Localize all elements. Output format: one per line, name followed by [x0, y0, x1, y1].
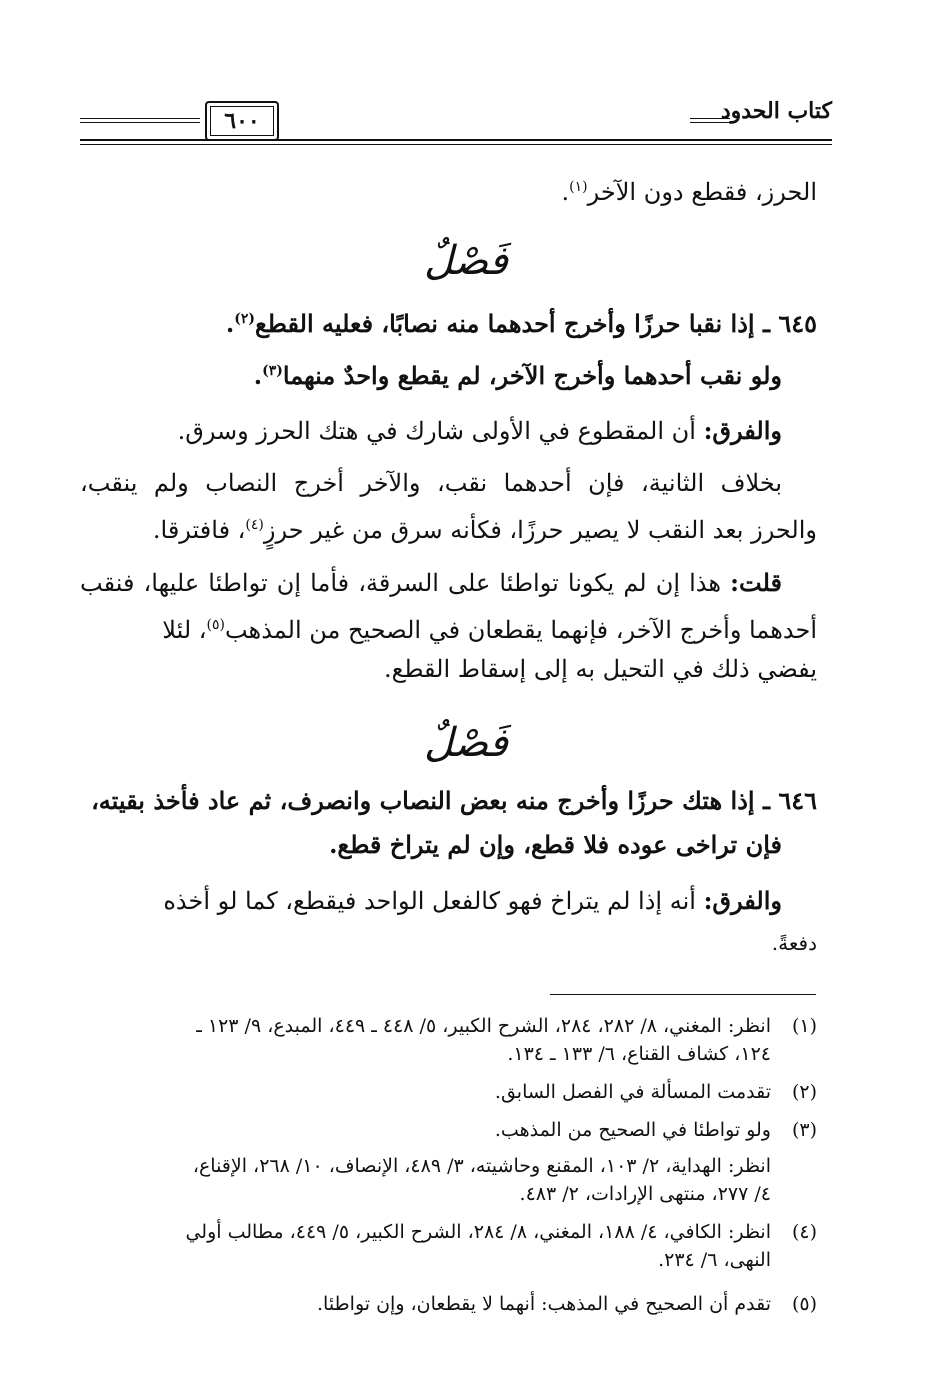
- issue-645: ٦٤٥ ـ إذا نقبا حرزًا وأخرج أحدهما منه نصابًا، فعليه القطع$^{(٢)}$.: [225, 309, 817, 338]
- footnote-separator: [550, 994, 816, 995]
- text-line: فإن تراخى عوده فلا قطع، وإن لم يتراخ قطع.: [329, 830, 782, 859]
- issue-645-case2: ولو نقب أحدهما وأخرج الآخر، لم يقطع واحدٌ منهما$^{(٣)}$.: [253, 361, 782, 390]
- footnote-3: (٣) ولو تواطئا في الصحيح من المذهب.: [494, 1119, 817, 1141]
- text-line: والحرز بعد النقب لا يصير حرزًا، فكأنه سرق من غير حرزٍ$^{(٤)}$، فافترقا.: [152, 516, 817, 544]
- text-line: أحدهما وأخرج الآخر، فإنهما يقطعان في الصحيح من المذهب$^{(٥)}$، لئلا: [162, 616, 817, 644]
- qult-line: قلت: هذا إن لم يكونا تواطئا على السرقة، فأما إن تواطئا عليها، فنقب: [80, 568, 782, 597]
- footnote-ref: (٢): [234, 311, 256, 327]
- header-rule: [80, 139, 832, 141]
- text-line: يفضي ذلك في التحيل به إلى إسقاط القطع.: [383, 655, 817, 683]
- section-heading-fasl: فَصْلٌ: [423, 238, 509, 284]
- page-number-box: [205, 101, 279, 141]
- footnote-4: (٤) انظر: الكافي، ٤/ ١٨٨، المغني، ٨/ ٢٨٤، الشرح الكبير، ٥/ ٤٤٩، مطالب أولي النهى، ٦/ ٢٣٤.: [185, 1221, 817, 1271]
- footnote-2: (٢) تقدمت المسألة في الفصل السابق.: [494, 1081, 817, 1103]
- section-heading-fasl: فَصْلٌ: [423, 720, 509, 766]
- difference-1: والفرق: أن المقطوع في الأولى شارك في هتك الحرز وسرق.: [177, 416, 782, 445]
- text-line: بخلاف الثانية، فإن أحدهما نقب، والآخر أخرج النصاب ولم ينقب،: [80, 469, 782, 497]
- page-number: ٦٠٠: [224, 108, 260, 134]
- footnote-ref: (١): [569, 179, 588, 195]
- header-ornament-lines-right: [690, 118, 730, 128]
- footnote-5: (٥) تقدم أن الصحيح في المذهب: أنهما لا يقطعان، وإن تواطئا.: [317, 1293, 817, 1315]
- footnote-3-cont: انظر: الهداية، ٢/ ١٠٣، المقنع وحاشيته، ٣/ ٤٨٩، الإنصاف، ١٠/ ٢٦٨، الإقناع، ٤/ ٢٧٧، منتهى الإرادات، ٢/ ٤٨٣.: [192, 1155, 771, 1205]
- footnote-1: (١) انظر: المغني، ٨/ ٢٨٢، ٢٨٤، الشرح الكبير، ٥/ ٤٤٨ ـ ٤٤٩، المبدع، ٩/ ١٢٣ ـ ١٢٤، كشاف القناع، ٦/ ١٣٣ ـ ١٣٤.: [196, 1015, 817, 1065]
- running-header-title: كتاب الحدود: [720, 98, 832, 124]
- text-line: الحرز، فقطع دون الآخر$^{(١)}$.: [561, 178, 817, 206]
- text-line: دفعةً.: [771, 931, 817, 955]
- footnote-ref: (٤): [245, 517, 264, 533]
- difference-2: والفرق: أنه إذا لم يتراخ فهو كالفعل الواحد فيقطع، كما لو أخذه: [163, 886, 782, 915]
- footnote-ref: (٣): [262, 363, 283, 379]
- header-rule-thin: [80, 144, 832, 145]
- issue-646: ٦٤٦ ـ إذا هتك حرزًا وأخرج منه بعض النصاب وانصرف، ثم عاد فأخذ بقيته،: [91, 786, 817, 815]
- footnote-ref: (٥): [206, 617, 225, 633]
- header-ornament-lines-left: [80, 118, 200, 128]
